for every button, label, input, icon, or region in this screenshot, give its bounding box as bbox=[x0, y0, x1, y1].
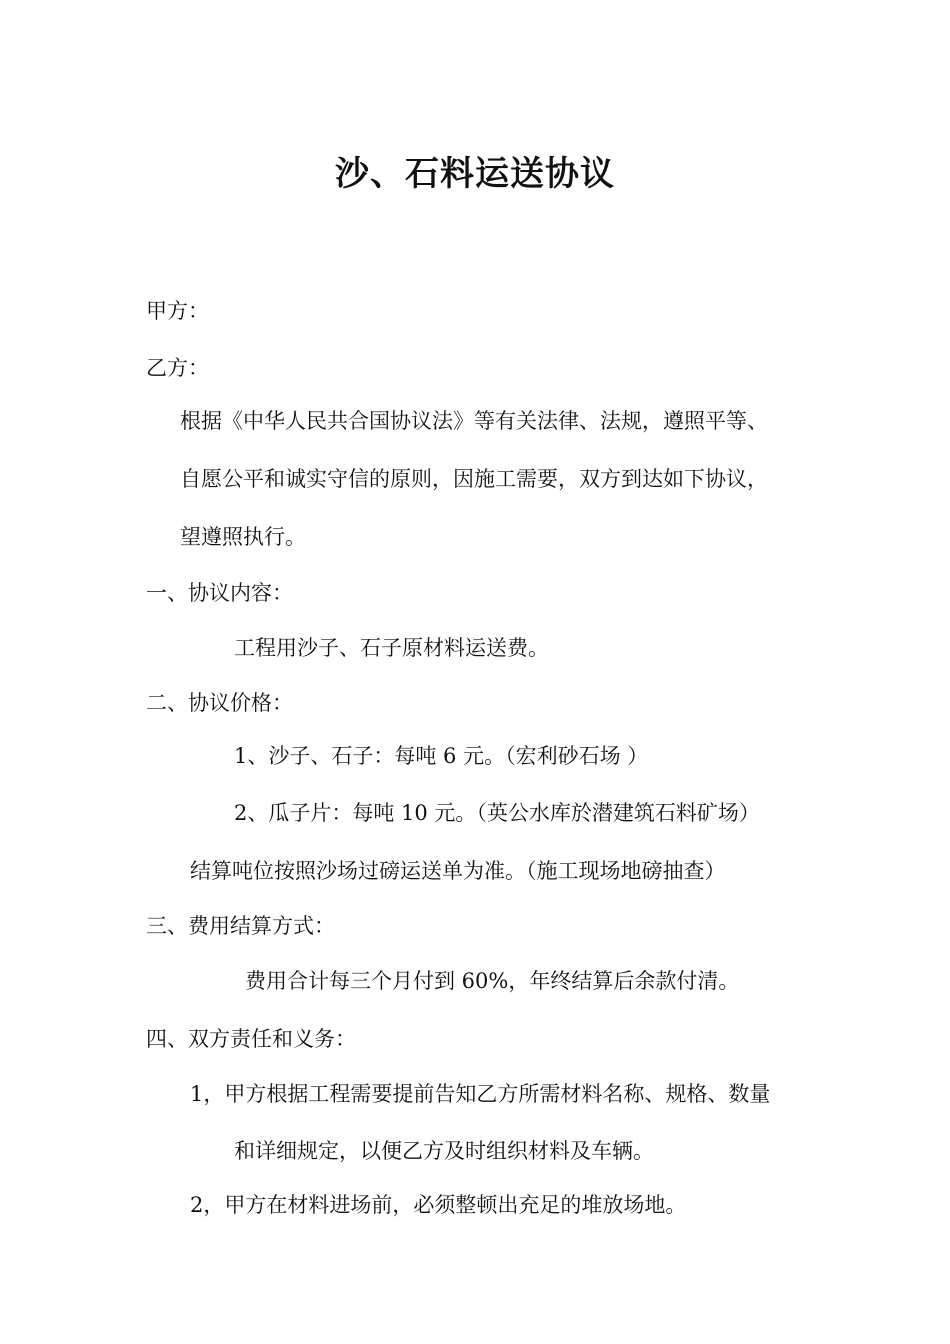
party-b-label: 乙方： bbox=[146, 356, 209, 380]
section-3-body: 费用合计每三个月付到 60%，年终结算后余款付清。 bbox=[245, 969, 740, 993]
party-a-label: 甲方： bbox=[146, 299, 209, 323]
section-2-heading: 二、协议价格： bbox=[146, 691, 293, 715]
intro-line-2: 自愿公平和诚实守信的原则，因施工需要，双方到达如下协议， bbox=[180, 467, 768, 491]
section-4-item-2: 2，甲方在材料进场前，必须整顿出充足的堆放场地。 bbox=[190, 1193, 687, 1217]
section-2-note: 结算吨位按照沙场过磅运送单为准。（施工现场地磅抽查） bbox=[190, 859, 726, 883]
section-3-heading: 三、费用结算方式： bbox=[146, 914, 335, 938]
section-4-heading: 四、双方责任和义务： bbox=[146, 1027, 356, 1051]
intro-line-3: 望遵照执行。 bbox=[180, 525, 306, 549]
document-title: 沙、石料运送协议 bbox=[335, 154, 615, 194]
section-2-item-2: 2、瓜子片：每吨 10 元。（英公水库於潜建筑石料矿场） bbox=[234, 801, 760, 825]
section-1-heading: 一、协议内容： bbox=[146, 581, 293, 605]
intro-line-1: 根据《中华人民共合国协议法》等有关法律、法规，遵照平等、 bbox=[180, 409, 768, 433]
section-4-item-1-line-2: 和详细规定，以便乙方及时组织材料及车辆。 bbox=[234, 1139, 654, 1163]
section-4-item-1-line-1: 1，甲方根据工程需要提前告知乙方所需材料名称、规格、数量 bbox=[190, 1082, 771, 1106]
section-1-body: 工程用沙子、石子原材料运送费。 bbox=[234, 636, 549, 660]
section-2-item-1: 1、沙子、石子：每吨 6 元。（宏利砂石场 ） bbox=[234, 744, 649, 768]
